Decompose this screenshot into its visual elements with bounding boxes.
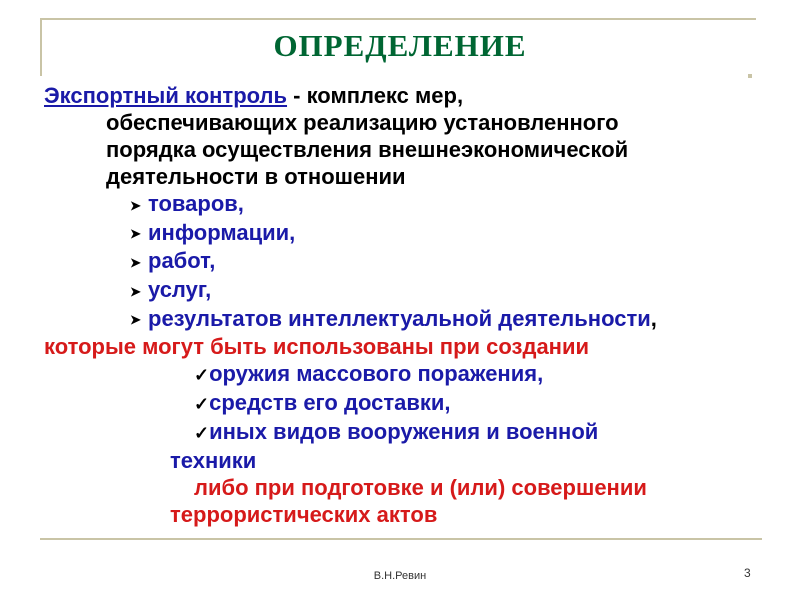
weapons-continuation: техники [170, 448, 257, 474]
arrow-bullet-icon: ➤ [130, 283, 141, 299]
footer-author: В.Н.Ревин [373, 570, 427, 582]
weapons-list [44, 360, 774, 447]
checkmark-icon: ✓ [194, 365, 210, 386]
page-number: 3 [744, 566, 751, 580]
footer-divider [40, 538, 762, 540]
list-item: ✓оружия массового поражения, [194, 361, 544, 387]
term-export-control: Экспортный контроль [44, 83, 288, 108]
slide-body [44, 82, 774, 528]
definition-dash-text: - комплекс мер, [287, 83, 464, 108]
condition-text: которые могут быть использованы при создании [44, 334, 590, 360]
definition-first-line [44, 82, 774, 109]
list-item: ➤ услуг, [130, 276, 774, 305]
definition-line-2: порядка осуществления внешнеэкономической [106, 137, 629, 162]
list-item: ➤ работ, [130, 247, 774, 276]
definition-line-1: обеспечивающих реализацию установленного [106, 110, 619, 135]
list-item: ➤ товаров, [130, 190, 774, 219]
alternative-line-2: террористических актов [170, 502, 438, 528]
list-item: ✓иных видов вооружения и военной [194, 419, 599, 445]
frame-top-line [40, 18, 756, 20]
list-item: ➤ результатов интеллектуальной деятельности, [130, 305, 774, 334]
frame-dot [748, 74, 752, 78]
arrow-bullet-icon: ➤ [130, 226, 141, 242]
alternative-line-1: либо при подготовке и (или) совершении [194, 475, 647, 501]
arrow-bullet-icon: ➤ [130, 255, 141, 271]
items-list [44, 190, 774, 333]
list-item: ➤ информации, [130, 219, 774, 248]
list-item: ✓средств его доставки, [194, 390, 451, 416]
definition-line-3: деятельности в отношении [106, 164, 406, 189]
checkmark-icon: ✓ [194, 394, 210, 415]
arrow-bullet-icon: ➤ [130, 312, 141, 328]
checkmark-icon: ✓ [194, 423, 210, 444]
trailing-comma: , [650, 305, 657, 331]
slide-title: ОПРЕДЕЛЕНИЕ [273, 28, 527, 63]
arrow-bullet-icon: ➤ [130, 197, 141, 213]
